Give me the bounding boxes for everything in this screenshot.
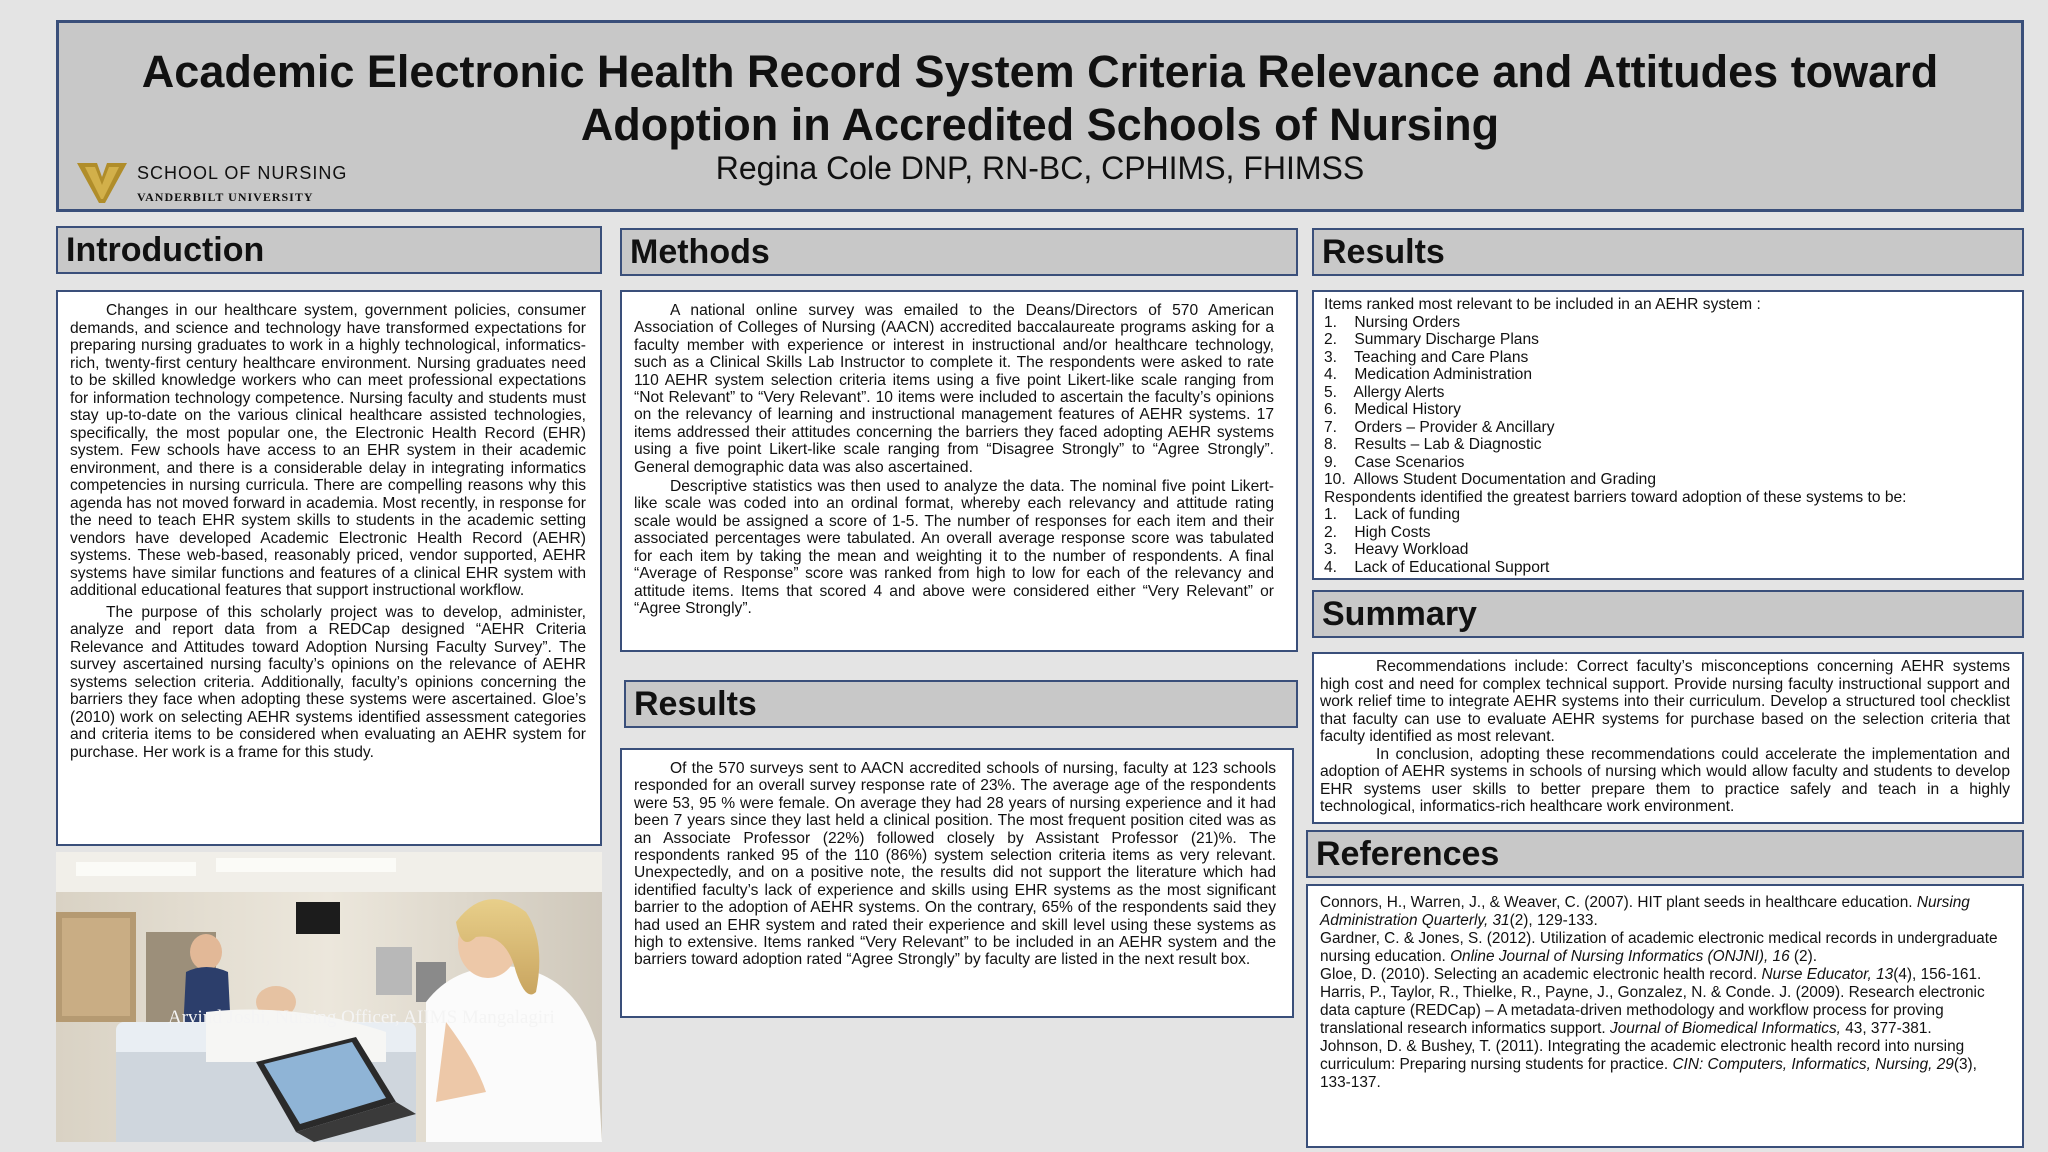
summary-heading: Summary	[1312, 590, 2024, 638]
nurse-photo	[56, 852, 602, 1142]
results-paragraph: Of the 570 surveys sent to AACN accredited schools of nursing, faculty at 123 schools responded for an overall survey response rate of 23%. The average age of the respondents were 53, 95 % were female. On average they had 28 years of nursing experience and it had been 7 years since they last held a clinical position. The most frequent position cited was as an Associate Professor (22%) followed closely by Assistant Professor (21)%. The respondents ranked 95 of the 110 (86%) system selection criteria items as very relevant. Unexpectedly, and on a positive note, the results did not support the literature which had identified faculty’s lack of experience and skills using EHR systems as the most significant barrier to the adoption of AEHR systems. On the contrary, 65% of the respondents said they had used an EHR system and rated their experience and skill level using these systems as high to extensive. Items ranked “Very Relevant” to be included in an AEHR system and the barriers toward adoption rated “Agree Strongly” by faculty are listed in the next result box.	[634, 760, 1276, 969]
barrier-item: 4. Lack of Educational Support	[1324, 558, 1550, 576]
reference-citation: (4), 156-161.	[1893, 966, 1982, 983]
logo-school-text: SCHOOL OF NURSING	[137, 163, 348, 183]
barrier-item: 2. High Costs	[1324, 523, 1431, 541]
methods-paragraph: A national online survey was emailed to the Deans/Directors of 570 American Association of Colleges of Nursing (AACN) accredited baccalaureate programs asking for a faculty member with experience or interest in instructional and/or healthcare technology, such as a Clinical Skills Lab Instructor to complete it. The respondents were asked to rate 110 AEHR system selection criteria items using a five point Likert-like scale ranging from “Not Relevant” to “Very Relevant”. 10 items were included to ascertain the faculty’s opinions on the relevancy of learning and instructional management features of AEHR systems. 17 items addressed their attitudes concerning the barriers they faced adopting AEHR systems using a five point Likert-like scale ranging from “Disagree Strongly” to “Agree Strongly”. General demographic data was also ascertained.	[634, 302, 1274, 476]
school-logo	[75, 159, 375, 209]
summary-body	[1312, 652, 2024, 824]
title-banner	[56, 20, 2024, 212]
reference-text: Gardner, C. & Jones, S. (2012). Utilization of academic electronic medical records in undergraduate nursing education.	[1320, 930, 1998, 965]
reference-entry	[1320, 984, 2010, 1038]
relevant-item: 7. Orders – Provider & Ancillary	[1324, 418, 1555, 436]
reference-journal: Nurse Educator, 13	[1761, 966, 1894, 983]
relevant-item: 2. Summary Discharge Plans	[1324, 331, 1539, 348]
introduction-paragraph: Changes in our healthcare system, government policies, consumer demands, and science and technology have transformed expectations for preparing nursing graduates to work in a highly technological, informatics-rich, twenty-first century healthcare environment. Nursing graduates need to be skilled knowledge workers who can meet professional expectations for information technology competence. Nursing faculty and students must stay up-to-date on the various clinical healthcare assisted technologies, specifically, the most popular one, the Electronic Health Record (EHR) system. Few schools have access to an EHR system in their academic environment, and there is a considerable delay in integrating informatics competencies in nursing curricula. There are compelling reasons why this agenda has not moved forward in academia. Most recently, in response for the need to teach EHR system skills to students in the academic setting vendors have developed Academic Electronic Health Record (AEHR) systems. These web-based, reasonably priced, vendor supported, AEHR systems have similar functions and features of a clinical EHR system with additional educational features that support instructional workflow.	[70, 302, 586, 599]
results-heading: Results	[624, 680, 1298, 728]
reference-entry	[1320, 930, 2010, 966]
reference-entry	[1320, 966, 2010, 984]
barrier-item: 3. Heavy Workload	[1324, 541, 1469, 558]
reference-citation: (2), 129-133.	[1509, 912, 1598, 929]
methods-body	[620, 290, 1298, 652]
reference-journal: CIN: Computers, Informatics, Nursing, 29	[1672, 1056, 1954, 1073]
relevant-item: 10. Allows Student Documentation and Grading	[1324, 471, 1657, 488]
relevant-item: 4. Medication Administration	[1324, 366, 1533, 383]
references-heading: References	[1306, 830, 2024, 878]
relevant-items-intro: Items ranked most relevant to be included in an AEHR system :	[1324, 296, 1761, 313]
methods-heading: Methods	[620, 228, 1298, 276]
relevant-item: 3. Teaching and Care Plans	[1324, 348, 1529, 366]
results-body	[620, 748, 1294, 1018]
relevant-item: 6. Medical History	[1324, 401, 1461, 418]
photo-watermark: Arvind Joshi, Nursing Officer, AIIMS Mangalagiri	[168, 1007, 555, 1028]
nurse-photo-image	[56, 852, 602, 1142]
introduction-heading: Introduction	[56, 226, 602, 274]
reference-text: Johnson, D. & Bushey, T. (2011). Integrating the academic electronic health record into nursing curriculum: Preparing nursing students for practice.	[1320, 1038, 1965, 1073]
reference-text: Connors, H., Warren, J., & Weaver, C. (2007). HIT plant seeds in healthcare education.	[1320, 894, 1913, 911]
methods-paragraph: Descriptive statistics was then used to analyze the data. The nominal five point Likert-like scale was coded into an ordinal format, whereby each relevancy and attitude rating scale would be assigned a score of 1-5. The number of responses for each item and their associated percentages were tabulated. An overall average response score was tabulated for each item by taking the mean and weighting it to the number of respondents. A final “Average of Response” score was ranked from high to low for each of the relevancy and attitude items. Items that scored 4 and above were considered either “Very Relevant” or “Agree Strongly”.	[634, 478, 1274, 617]
vanderbilt-v-icon	[75, 159, 129, 205]
barrier-item: 1. Lack of funding	[1324, 506, 1461, 523]
references-body	[1306, 884, 2024, 1148]
results-right-heading: Results	[1312, 228, 2024, 276]
relevant-item: 5. Allergy Alerts	[1324, 383, 1445, 401]
reference-citation: (3), 133-137.	[1320, 1056, 1977, 1091]
summary-paragraph: In conclusion, adopting these recommendations could accelerate the implementation and adoption of AEHR systems in schools of nursing which would allow faculty and students to develop EHR systems user skills to better prepare them to practice safely and teach in a highly technological, informatics-rich healthcare work environment.	[1320, 745, 2010, 815]
reference-citation: 43, 377-381.	[1845, 1020, 1932, 1037]
poster-authors: Regina Cole DNP, RN-BC, CPHIMS, FHIMSS	[715, 150, 1365, 186]
results-right-body	[1312, 290, 2024, 580]
introduction-paragraph: The purpose of this scholarly project was to develop, administer, analyze and report data from a REDCap designed “AEHR Criteria Relevance and Attitudes toward Adoption Nursing Faculty Survey”. The survey ascertained nursing faculty’s opinions on the relevance of AEHR systems selection criteria. Additionally, faculty’s opinions concerning the barriers they face when adopting these systems were ascertained. Gloe’s (2010) work on selecting AEHR systems identified assessment categories and criteria items to be considered when evaluating an AEHR system for purchase. Her work is a frame for this study.	[70, 603, 586, 761]
reference-text: Harris, P., Taylor, R., Thielke, R., Payne, J., Gonzalez, N. & Conde. J. (2009). Research electronic data capture (REDCap) – A metadata-driven methodology and workflow process for proving translational research informatics support.	[1320, 984, 1985, 1037]
relevant-item: 9. Case Scenarios	[1324, 453, 1465, 471]
relevant-item: 1. Nursing Orders	[1324, 313, 1461, 331]
reference-journal: Journal of Biomedical Informatics,	[1610, 1020, 1841, 1037]
reference-citation: (2).	[1793, 948, 1818, 965]
reference-text: Gloe, D. (2010). Selecting an academic electronic health record.	[1320, 966, 1758, 983]
logo-university-text: VANDERBILT UNIVERSITY	[137, 190, 314, 204]
reference-entry	[1320, 894, 2010, 930]
introduction-body	[56, 290, 602, 846]
relevant-item: 8. Results – Lab & Diagnostic	[1324, 436, 1542, 453]
reference-entry	[1320, 1038, 2010, 1092]
barriers-intro: Respondents identified the greatest barriers toward adoption of these systems to be:	[1324, 488, 1907, 506]
reference-journal: Online Journal of Nursing Informatics (ONJNI), 16	[1450, 948, 1790, 965]
reference-journal: Nursing Administration Quarterly, 31	[1320, 894, 1970, 929]
poster-title: Academic Electronic Health Record System Criteria Relevance and Attitudes toward Adoption in Accredited Schools of Nursing	[141, 46, 1939, 150]
summary-paragraph: Recommendations include: Correct faculty’s misconceptions concerning AEHR systems high cost and need for complex technical support. Provide nursing faculty instructional support and work relief time to integrate AEHR systems into their curriculum. Develop a structured tool checklist that faculty can use to evaluate AEHR systems for purchase based on the selection criteria that faculty identified as most relevant.	[1320, 658, 2010, 745]
